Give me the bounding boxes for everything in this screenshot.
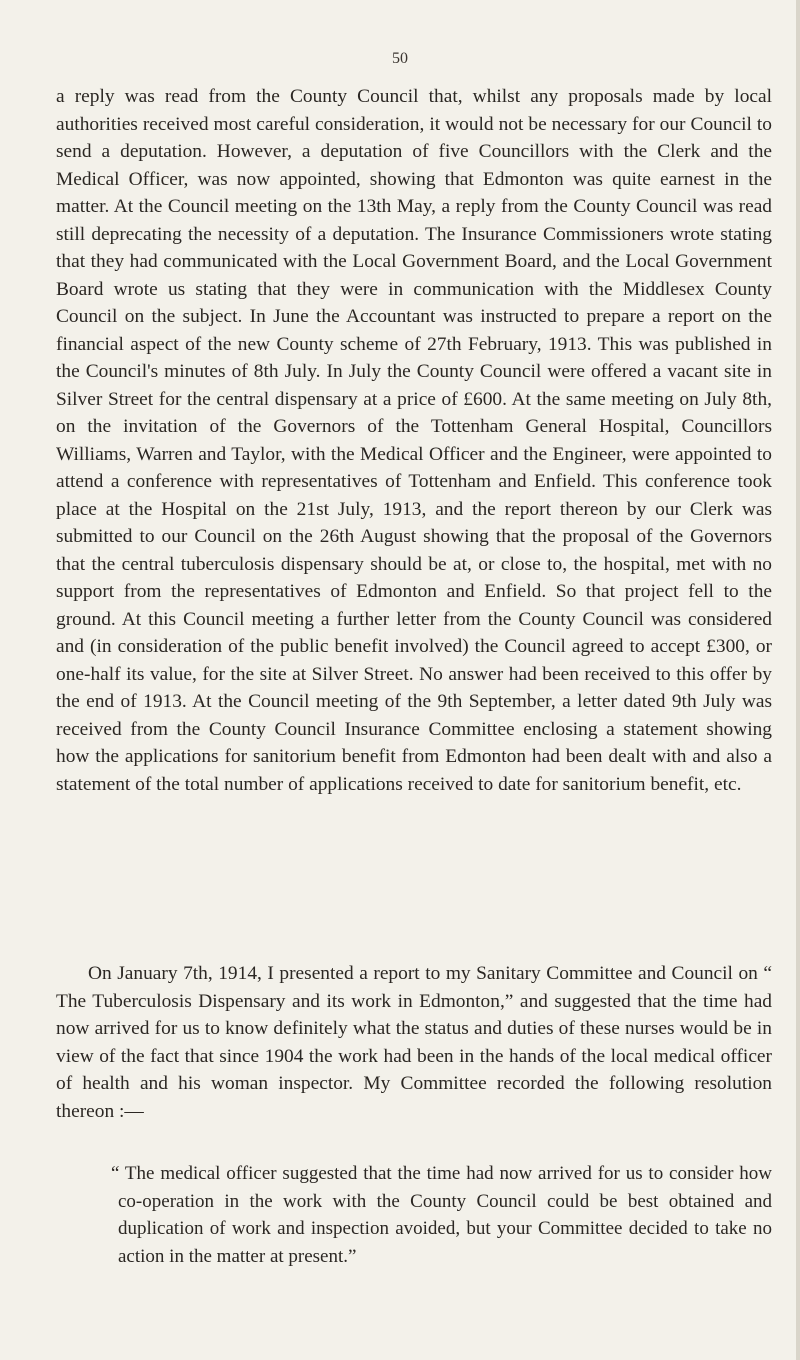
quoted-resolution: “ The medical officer suggested that the time had now arrived for us to consider how co-operation in the work with the County Council could be best obtained and duplication of work and inspection avoided, but your Committee decided to take no action in the matter at present.” [111,1163,772,1267]
body-paragraph: a reply was read from the County Council that, whilst any proposals made by local authorities received most careful consideration, it would not be necessary for our Council to send a deputation. However, a deputation of five Councillors with the Clerk and the Medical Officer, was now appointed, showing that Edmonton was quite earnest in the matter. At the Council meeting on the 13th May, a reply from the County Council was read still deprecating the necessity of a deputation. The Insurance Commissioners wrote stating that they had communicated with the Local Government Board, and the Local Government Board wrote us stating that they were in communication with the Middlesex County Council on the subject. In June the Accountant was instructed to prepare a report on the financial aspect of the new County scheme of 27th February, 1913. This was published in the Council's minutes of 8th July. In July the County Council were offered a vacant site in Silver Street for the central dispensary at a price of £600. At the same meeting on July 8th, on the invitation of the Governors of the Tottenham General Hospital, Councillors Williams, Warren and Taylor, with the Medical Officer and the Engineer, were appointed to attend a conference with representatives of Tottenham and Enfield. This conference took place at the Hospital on the 21st July, 1913, and the report thereon by our Clerk was submitted to our Council on the 26th August showing that the proposal of the Governors that the central tuberculosis dispensary should be at, or close to, the hospital, met with no support from the representatives of Edmonton and Enfield. So that project fell to the ground. At this Council meeting a further letter from the County Council was considered and (in consideration of the public benefit involved) the Council agreed to accept £300, or one-half its value, for the site at Silver Street. No answer had been received to this offer by the end of 1913. At the Council meeting of the 9th September, a letter dated 9th July was received from the County Council Insurance Committee enclosing a statement showing how the applications for sanitorium benefit from Edmonton had been dealt with and also a statement of the total number of applications received to date for sanitorium benefit, etc. [56,86,772,795]
body-paragraph: On January 7th, 1914, I presented a report to my Sanitary Committee and Council on “ The Tuberculosis Dispensary and its work in Edmonton,” and suggested that the time had now arrived for us to know definitely what the status and duties of these nurses would be in view of the fact that since 1904 the work had been in the hands of the local medical officer of health and his woman inspector. My Committee recorded the following resolution thereon :— [56,963,772,1122]
page-edge [796,0,800,1360]
page-number: 50 [392,50,408,67]
